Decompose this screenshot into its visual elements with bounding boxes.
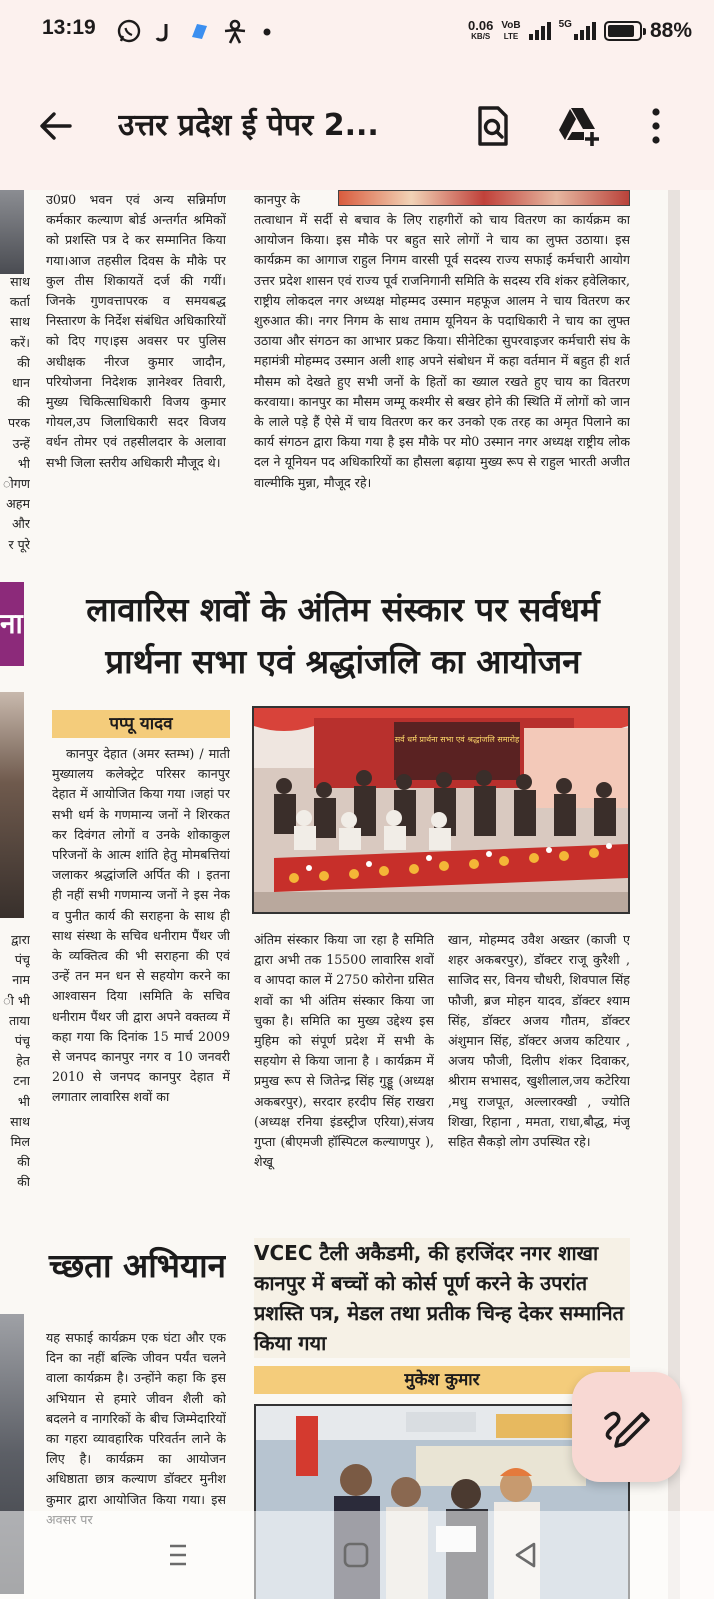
network-type: 5G: [558, 18, 572, 30]
edit-pen-icon: [572, 1372, 682, 1482]
article-text: खान, मोहम्मद उवैश अख्तर (काजी ए शहर अकबरपुर), डॉक्टर राजू कुरैशी , साजिद सर, विनय चौधरी, शिवपाल सिंह फौजी, ब्रज मोहन यादव, डॉक्टर श्याम सिंह, डॉक्टर अजय गौतम, डॉक्टर अंशुमान सिंह, डॉक्टर अजय कटियार , अजय फौजी, दिलीप शंकर दिवाकर, श्रीराम सभासद, खुशीलाल,जय कटेरिया ,मधु राजपूत, अल्लारक्खी , ज्योति शिखा, रिहाना , ममता, राधा,बौद्ध, मंजू सहित सैकड़ो लोग उपस्थित रहे।: [448, 932, 630, 1150]
byline: पप्पू यादव: [52, 710, 230, 738]
edge-fragment: की: [17, 354, 30, 370]
status-right-cluster: [468, 14, 692, 48]
prayer-meeting-photo: [252, 706, 630, 914]
article-text: उ0प्र0 भवन एवं अन्य सन्निर्माण कर्मकार कल्याण बोर्ड अन्तर्गत श्रमिकों को प्रशस्ति पत्र दे कर सम्मानित किया गया।आज तहसील दिवस के मौके पर कुल तीस शिकायतें दर्ज की गयीं। जिनके गुणवत्तापरक व समयबद्ध निस्तारण के निर्देश संबंधित अधिकारियों को दिए गए।इस अवसर पर पुलिस अधीक्षक नीरज कुमार जादौन, परियोजना निदेशक ज्ञानेश्वर तिवारी, मुख्य चिकित्साधिकारी विजय कुमार गोयल,उप जिलाधिकारी सदर विजय वर्धन तोमर एवं तहसीलदार के अलावा सभी जिला स्तरीय अधिकारी मौजूद थे।: [46, 192, 226, 470]
prayer-meeting-photo-image: [254, 708, 628, 912]
net-speed-value: 0.06: [468, 18, 494, 33]
edge-fragment: की: [17, 1154, 30, 1170]
article-first-line: [254, 190, 334, 210]
edge-fragment: पंचू: [14, 952, 30, 968]
article-column-top-left: [46, 190, 226, 580]
main-headline: [44, 584, 642, 688]
edge-fragment: ी भी: [3, 992, 30, 1008]
article-text: कानपुर देहात (अमर स्तम्भ) / माती मुख्यालय कलेक्ट्रेट परिसर कानपुर देहात में आयोजित किया गया ।जहां पर सभी धर्म के गणमान्य जनों ने शिरकत कर दिवंगत लोगों व उनके शोकाकुल परिजनों के आत्म शांति हेतु मोमबत्तियां जलाकर श्रद्धांजलि अर्पित की । इतना ही नहीं सभी गणमान्य जनों ने इस नेक व पुनीत कार्य की सराहना के साथ ही साथ संस्था के सचिव धनीराम पैंथर जी के व्यक्तित्व की भी सराहना की एवं उन्हें तन मन धन से सहयोग करने का आश्वासन दिया ।समिति के सचिव धनीराम पैंथर जी द्वारा अपने वक्तव्य में कहा गया कि दिनांक 15 मार्च 2009 से जनपद कानपुर नगर व 10 जनवरी 2010 से जनपद कानपुर देहात में लगातार लावारिस शवों का: [52, 746, 230, 1105]
battery-fill: [608, 25, 634, 37]
search-document-icon[interactable]: [468, 102, 516, 150]
main-headline-line-1: लावारिस शवों के अंतिम संस्कार पर सर्वधर्म: [86, 590, 600, 629]
edge-fragment: की: [17, 395, 30, 411]
edge-fragment: कर्ता: [9, 294, 30, 310]
main-headline-line-2: प्रार्थना सभा एवं श्रद्धांजलि का आयोजन: [105, 642, 581, 681]
net-speed: [468, 20, 493, 42]
byline: मुकेश कुमार: [254, 1366, 630, 1394]
edge-fragment: ताया: [8, 1012, 30, 1028]
left-photo-edge: [0, 692, 24, 918]
mid-left-edge-text: [0, 930, 30, 1193]
more-options-icon[interactable]: [632, 102, 680, 150]
article-column-3: [448, 930, 630, 1220]
add-to-drive-icon[interactable]: [554, 102, 602, 150]
edge-fragment: साथ: [10, 274, 30, 289]
signal-bars-1-icon: [529, 22, 551, 40]
edge-fragment: करें।: [10, 334, 30, 350]
right-edge: [680, 190, 714, 1599]
edge-fragment: उन्हें: [12, 435, 30, 451]
battery-icon: [604, 21, 642, 41]
edge-fragment: टना: [13, 1073, 30, 1089]
edge-fragment: साथ: [10, 1113, 30, 1129]
top-left-photo-edge: [0, 190, 24, 274]
banner-board: [394, 722, 520, 780]
net-speed-unit: KB/S: [471, 32, 491, 41]
volte-indicator: [501, 20, 520, 42]
top-left-edge-text: [0, 272, 30, 555]
person-icon: [222, 18, 248, 44]
edge-fragment: ोगण: [3, 476, 30, 492]
edge-fragment: मिल: [10, 1134, 30, 1150]
j-icon: [155, 18, 171, 44]
edge-fragment: की: [17, 1174, 30, 1190]
vcec-headline: VCEC टैली अकैडमी, की हरजिंदर नगर शाखा कानपुर में बच्चों को कोर्स पूर्ण करने के उपरांत प्रशस्ति पत्र, मेडल तथा प्रतीक चिन्ह देकर सम्मानित किया गया: [254, 1238, 630, 1358]
navigation-bar: [0, 1511, 714, 1599]
edge-fragment: साथ: [10, 314, 30, 330]
edge-fragment: धान: [12, 375, 30, 391]
app-bar: [0, 62, 714, 190]
signal-bars-2-icon: [574, 22, 596, 40]
article-text: यह सफाई कार्यक्रम एक घंटा और एक दिन का नहीं बल्कि जीवन पर्यंत चलने वाला कार्यक्रम है। उन्होंने कहा कि इस अभियान से हमारे जीवन शैली को बदलने व नागरिकों के बीच जिम्मेदारियों का गहरा व्यावहारिक परिवर्तन लाने के लिए है। कार्यक्रम का आयोजन अधिष्ठाता छात्र कल्याण डॉक्टर मुनीश कुमार द्वारा आयोजित किया गया। इस: [46, 1330, 226, 1507]
edge-fragment: भी: [17, 1093, 30, 1109]
status-bar: [0, 0, 714, 62]
edge-fragment: भी: [17, 455, 30, 471]
back-icon[interactable]: [508, 1537, 544, 1573]
article-column-1: [52, 744, 230, 1220]
article-column-2: [254, 930, 434, 1220]
status-time: 13:19: [42, 16, 96, 39]
volte-top: VoB: [501, 20, 521, 31]
edge-fragment: द्वारा: [11, 932, 30, 947]
edge-fragment: पंचू: [14, 1033, 30, 1049]
edge-fragment: और: [11, 516, 30, 532]
blue-app-icon: [188, 18, 210, 44]
top-photo-strip: [338, 190, 630, 206]
article-text: कानपुर के: [254, 192, 300, 207]
article-text: तत्वाधान में सर्दी से बचाव के लिए राहगीरों को चाय वितरण का कार्यक्रम का आयोजन किया। इस मौके पर बहुत सारे लोगों ने चाय का लुफ्त उठाया। इस कार्यक्रम का आगाज राहुल निगम वारसी पूर्व सदस्य राज्य सफाई कर्मचारी आयोग उत्तर प्रदेश शासन एवं राज्य पूर्व राजनिगानी समिति के सदस्य रवि शंकर हवेलिकार, राष्ट्रीय लोकदल नगर अध्यक्ष मोहम्मद उस्मान महफूज आलम ने चाय वितरण कर शुरुआत की। नगर निगम के साथ तमाम यूनियन के पदाधिकारी ने चाय का लुफ्त उठाया और संगठन का आभार प्रकट किया। सीनेटिका सुपरवाइजर कर्मचारी संघ के महामंत्री मोहम्मद उस्मान अली शाह अपने संबोधन में कहा वर्तमान में बहुत ही शर्त मौसम को देखते हुए सभी जनों के हितों का ख्याल रखते हुए चाय का वितरण करवाया। कानपुर का मौसम जम्मू कश्मीर से बखर होने की स्थिति में लोगों को जान के लाले पड़े हैं ऐसे में चाय वितरण कर कर उनको एक तरह का अमृत पिलाने का कार्य संगठन द्वारा किया गया है इस मौके पर मो0 उस्मान नगर अध्यक्ष राष्ट्रीय लोक दल ने यूनियन पद अधिकारियों का हौसला बढ़ाया मुख्य रूप से राहुल भारती अजीत वाल्मीकि मुन्ना, मौजूद रहे।: [254, 212, 630, 490]
volte-bottom: LTE: [503, 32, 519, 41]
swachhta-headline: च्छता अभियान: [48, 1246, 226, 1285]
edge-fragment: र पूरे: [8, 536, 30, 552]
battery-percent: 88%: [649, 19, 692, 42]
article-text: अंतिम संस्कार किया जा रहा है समिति द्वारा अभी तक 15500 लावारिस शवों व आपदा काल में 2750 कोरोना ग्रसित शवों का भी अंतिम संस्कार किया जा चुका है। समिति का मुख्य उद्देश्य इस मुहिम को संपूर्ण प्रदेश में सभी के सहयोग से किया जाना है । कार्यक्रम में प्रमुख रूप से जितेन्द्र सिंह गुड्डू (अध्यक्ष अकबरपुर), सरदार हरदीप सिंह राखरा (अध्यक्ष रनिया इंडस्ट्रीज एरिया),संजय गुप्ता (बीएमजी हॉस्पिटल कल्याणपुर ), शेखू: [254, 932, 434, 1170]
home-icon[interactable]: [338, 1537, 374, 1573]
purple-headline-fragment: [0, 582, 24, 666]
banner-text: सर्व धर्म प्रार्थना सभा एवं श्रद्धांजलि समारोह: [394, 735, 520, 744]
dot-icon: [262, 18, 272, 44]
recent-apps-icon[interactable]: [160, 1537, 196, 1573]
article-column-top-right: [254, 210, 630, 580]
left-box-text: ना: [0, 607, 23, 640]
edge-fragment: नाम: [12, 972, 30, 988]
document-title: उत्तर प्रदेश ई पेपर 2...: [118, 108, 379, 143]
whatsapp-icon: [116, 18, 142, 44]
annotate-fab-button[interactable]: [572, 1372, 682, 1482]
edge-fragment: अहम: [6, 496, 30, 512]
edge-fragment: हेत: [16, 1053, 30, 1069]
edge-fragment: परक: [8, 415, 30, 431]
back-arrow-icon[interactable]: [34, 104, 78, 148]
